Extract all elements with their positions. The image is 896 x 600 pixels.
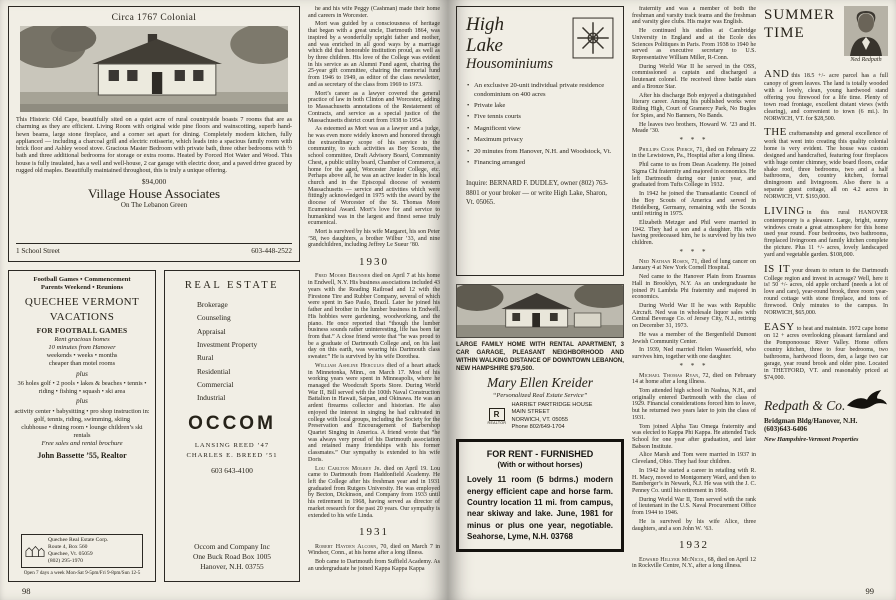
obituary-block [632,557,756,570]
heading-line: TIME [764,25,805,41]
redpath-phone: (603)643-6406 [764,425,808,434]
obituary-block [308,21,440,88]
obituary-text: Elizabeth Metzger and Phil were married in 1942. They had a son and a daughter. His wife having predeceased him, he is survived by his two children. [632,219,756,247]
colonial-house-ad [8,6,300,262]
photo-caption: Ned Redpath [850,57,882,63]
obituary-text: In 1942 he started a career in retailing with R. H. Macy, moved to Montgomery Ward, and then to Bamberger’s in Newark, N.J. He was with the J. C. Penney Co. until his retirement in 1968. [632,467,756,495]
obituary-text: In 1942 he joined the Transatlantic Council of the Boy Scouts of America and served in Heidelberg, Germany, remaining with the Scouts until retiring in 1975. [632,191,756,218]
service-item: Industrial [197,393,226,403]
obituary-block [632,452,756,465]
ad-line: plus [76,369,88,378]
obituary-text: Mort was guided by a consciousness of heritage that began with a great uncle, Dartmouth 1864, was inspired by a wonderfully upright father and mother, and was enriched in all good ways by a marriage which did that honorable institution proud, as well as by three children. His love of the College was evident in his service as an Alumni Fund agent, chairing the 25-year gift committee, chairing the memorial fund from 1946 to 1949, as editor of the class newsletter, and as secretary of the class from 1969 to 1973. [308,21,440,88]
obituary-text: 1932 [679,539,709,552]
obituary-block [308,229,440,249]
obituary-text: During World War II, Tom served with the rank of lieutenant in the U.S. Naval Procurement Office from 1944 to 1946. [632,496,756,517]
redpath-listings [764,68,888,382]
ad-line: Rent gracious homes [54,335,110,343]
obituary-text: * * * [679,361,709,370]
obituary-name: William Ashline Hercules [315,362,385,369]
obituary-text: , 72, died on February 14 at home after a long illness. [632,372,756,386]
bullet-item: • Financing arranged [466,159,614,168]
for-rent-subtitle: (With or without horses) [497,460,583,470]
redpath-column [764,6,888,594]
ad-price: $94,000 [141,177,167,186]
lower-ads-row [8,270,300,594]
obituary-block [308,126,440,227]
quechee-corp: Quechee Real Estate Corp. [48,537,109,544]
bullet-item: • An exclusive 20-unit individual private residence condominium on 400 acres [466,82,614,100]
obituary-block [308,256,440,268]
quechee-contact-box [21,534,143,568]
service-item: Residential [197,366,231,376]
service-item: Counseling [197,313,231,323]
colonial-house-photo [20,26,288,112]
for-rent-body: Lovely 11 room (5 bdrms.) modern energy efficient cape and horse farm. Country location 11 mi. from campus, near skiway and lake. June, 1981 for minus or plus one year, negotiable. Seahorse, Lyme, N.H. 03768 [467,475,613,542]
obituary-text: died on April 7 at his home in Endwell, N.Y. His business associations included 43 years with the Reading Railroad and 12 with the Firestone Tire and Rubber Company, several of which were spent in Sao Paulo, Brazil. Later he joined his father and brother in the lumber business in Endwell. His hobbies were gardening, woodworking, and the piano. He once reported that “though the lumber business sounds rather uninteresting, life has been far from that.” A close friend wrote that “he was proud to be a graduate of Dartmouth College and, on his last day on this earth, was wearing his Dartmouth class sweater.” He is survived by his wife Dorothea. [308,273,440,361]
family-home-photo [456,284,624,338]
left-ads-area [8,6,300,594]
redpath-photo-block [844,6,888,63]
for-rent-ad [456,439,624,552]
quechee-addr2: Quechee, Vt. 05059 [48,551,93,558]
obituary-block [308,544,440,557]
obituary-block [632,539,756,551]
obituary-block [308,559,440,572]
obituary-text: Bob came to Dartmouth from Suffield Academy. As an undergraduate he joined Kappa Kappa Kappa [308,559,440,572]
service-item: Rural [197,353,214,363]
ad-body-text: This Historic Old Cape, beautifully sited on a quiet acre of rural countryside boasts 7 rooms that are as charming as they are efficient. Living Room with original wide pine floors and wainscotting, superb hand-hewn beams, large stone fireplace, and a corner set apart for dining. Completely modern kitchen, fully applianced — including a charcoal grill and electric rotisserie, which leads into a spacious family room with brick floor and Ashley wood stove. Gracious Master Bedroom with private bath, three other bedrooms with ½ bath and three additional bedrooms for storage or extra rooms. Heated by Forced Hot Water and Wood. This house is fully insulated, has a well and well-house, 2 car garage with electric door, and a paved drive graced by rugged old maples. Beautifully maintained throughout, this is truly a unique offering. [16,116,292,174]
occom-phone: 603 643-4100 [211,466,253,476]
listing-paragraph [764,68,888,122]
obituary-text: He leaves two brothers, Howard W. ’23 and H. Meade ’30. [632,121,756,135]
agency-phone: 603-448-2522 [251,247,292,255]
obituary-text: died of a heart attack in Minnetonka, Minn., on March 17. Most of his working years were spent in Minneapolis, where he managed the Woodcraft Sports Store. During World War II, Bill served with the 100th Naval Construction Battalion in Hawaii, Saipan, and Okinawa. He was an ardent firearms collector and historian. He also enjoyed the interest in singing he had cultivated in college with local groups, including the Society for the Preservation and Encouragement of Barbershop Quartet Singing in America. A friend wrote that “he was always very proud of his Dartmouth association and retained many friendships with his former classmates.” Our sympathy is extended to his wife Doris. [308,362,440,463]
obituary-text: 1930 [359,256,389,269]
obituary-name: Edward Hillyer McNicol [639,556,705,563]
service-item: Brokerage [197,300,228,309]
for-rent-title: FOR RENT - FURNISHED [486,449,594,460]
obituary-text: died on April 19. Lou came to Dartmouth from Haddonfield Academy. He left the College after his freshman year and in 1931 graduated from Rutgers University. He was employed by Becton, Dickinson, and Company from 1933 until his retirement in 1968, having served as director of market research for the past 20 years. Our sympathy is extended to his wife Linda. [308,465,440,519]
snowflake-logo-icon [572,17,614,59]
listing-paragraph [764,321,888,382]
high-lake-ad [456,6,624,276]
obituary-text: Tom attended high school in Nashua, N.H., and originally entered Dartmouth with the class of 1929. Financial considerations forced him to leave, but he returned two years later to join the class of 1931. [632,387,756,421]
obituary-text: He is survived by his wife Alice, three daughters, and a son John W. ’63. [632,518,756,532]
obituary-text: 1931 [359,526,389,539]
obituary-text: * * * [679,135,709,144]
ad-line: FOR FOOTBALL GAMES [36,326,128,336]
listing-text: craftsmanship and general excellence of work that went into creating this quality colonial home is very evident. The house was custom designed and handcrafted, featuring four fireplaces with huge center chimney, wide board floors, cedar shake roof, three bedrooms, two and a half bathrooms, den, country kitchen, formal diningroom and livingroom. Also there is a separate guest cottage, all on 4.2 acres in NORWICH, VT. $193,000. [764,130,888,201]
quechee-phone: (802) 295-1970 [48,558,83,565]
real-estate-title: REAL ESTATE [184,280,280,291]
obituary-block [632,162,756,189]
obituary-block [632,147,756,160]
right-ads-column [456,6,624,594]
title-line: Housominiums [466,56,554,73]
heading-line: SUMMER [764,7,836,23]
obituary-block [632,424,756,451]
quechee-ad-lines [13,276,151,463]
quechee-vacations-ad [8,270,156,582]
kreider-footer [456,402,624,432]
obituary-block [632,274,756,301]
occom-address: One Buck Road Box 1005 [192,552,271,562]
kreider-address [512,402,593,432]
obituary-text: * * * [679,247,709,256]
listing-text: to heat and maintain. 1972 cape home on 12 + acres overlooking pleasant farmland and the Pomponoosuc River Valley. Home offers country kitchen, three to four bedrooms, two bathrooms, hardwood floors, den, a large two car garage, year round brook and older pine. Located in THETFORD, VT. and reasonably priced at $74,000. [764,325,888,382]
listing-lead: EASY [764,320,795,333]
obituary-column-left [308,6,440,594]
ad-line: plus [76,397,88,406]
ad-line: 10 minutes from Hanover [48,343,116,351]
bullet-item: • Private lake [466,102,614,111]
page-right [448,0,896,600]
listing-lead: LIVING [764,204,805,217]
obituary-text: In 1939, Ned married Helen Wasserfeld, who survives him, together with one daughter. [632,347,756,360]
ned-redpath-photo [844,6,888,56]
obituary-text: Tom joined Alpha Tau Omega fraternity and was elected to Kappa Phi Kappa. He attended Tuck School for one year after graduation, and later Babson Institute. [632,423,756,450]
obituary-text: , 68, died on April 12 in Rockville Centre, N.Y., after a long illness. [632,556,756,570]
obituary-column-right [632,6,756,594]
obituary-name: Robert Hayden Alcorn [315,543,377,550]
obituary-text: he and his wife Peggy (Cashman) made their home and careers in Worcester. [308,6,440,19]
occom-real-estate-ad [164,270,300,582]
high-lake-inquire: Inquire: BERNARD F. DUDLEY, owner (802) 763-8801 or your broker — or write High Lake, Sharon, Vt. 05065. [466,180,609,206]
listing-text: in this rural HANOVER contemporary is a pleasure. Large, bright, sunny windows create a great atmosphere for this home used year round. Four bedrooms, two bathrooms, fireplaced livingroom and family kitchen complete the picture. Plus 11 +/- acres, lovely landscaped yard and vegetable garden. $108,000. [764,209,888,259]
obituary-block [308,91,440,125]
obituary-text: , 71, died of lung cancer on January 4 at New York Cornell Hospital. [632,258,756,272]
obituary-block [632,332,756,345]
kreider-addr-line: MAIN STREET [511,409,550,416]
bullet-item: • Magnificent view [466,125,614,134]
obituary-block [632,220,756,247]
quechee-addr1: Route 4, Box 560 [48,544,88,551]
obituary-block [632,373,756,386]
agency-name: Village House Associates [87,186,221,201]
kreider-realty-ad [456,284,624,431]
kreider-name: Mary Ellen Kreider [487,374,593,390]
obituary-text: Mort is survived by his wife Margaret, his son Peter ’58, two daughters, a brother Wilbur ’33, and nine grandchildren, including Jeffrey Le Sueur ’80. [308,229,440,249]
obituary-block [632,28,756,62]
listing-paragraph [764,205,888,259]
bullet-item: • 20 minutes from Hanover, N.H. and Woodstock, Vt. [466,148,614,157]
obituary-block [632,137,756,145]
services-list [171,298,293,405]
kreider-listing-text: LARGE FAMILY HOME WITH RENTAL APARTMENT, 3 CAR GARAGE, PLEASANT NEIGHBORHOOD AND WITHIN WALKING DISTANCE OF DOWNTOWN LEBANON, NEW HAMPSHIRE $79,500. [456,341,624,372]
agent-name: CHARLES E. BREED ’51 [186,451,278,459]
obituary-text: fraternity and was a member of both the freshman and varsity track teams and the freshman and varsity glee clubs. His major was English. [632,6,756,26]
bullet-item: • Five tennis courts [466,113,614,122]
obituary-name: Phillips Cook Pierce [639,146,693,153]
obituary-block [632,519,756,532]
listing-lead: AND [764,68,790,80]
obituary-name: Lou Carlton Molrey Jr. [315,465,382,472]
page-number-left: 98 [22,586,31,596]
ad-line: Free sales and rental brochure [41,439,123,447]
obituary-block [308,6,440,19]
obituary-name: Fred Moore Brunner [315,273,371,280]
ad-line: VACATIONS [49,311,115,324]
bird-logo-icon [846,389,888,414]
occom-city: Hanover, N.H. 03755 [200,562,264,572]
ad-line: cheaper than motel rooms [48,360,116,368]
service-item: Appraisal [197,326,226,336]
agency-address: 1 School Street [16,247,60,255]
agency-subtitle: On The Lebanon Green [120,201,188,210]
obituary-text: After his discharge Bob enjoyed a distinguished literary career. Among his published works were Riding High, Court of Gramercy Park, No Bugles for Spies, and No Banners, No Bands. [632,92,756,119]
obituary-block [632,468,756,495]
obituary-block [308,363,440,464]
high-lake-header [466,15,614,73]
ad-line: John Bassette ’55, Realtor [37,450,127,460]
listing-text: your dream to return to the Dartmouth College region and invest in acreage? Well, here it is! 50 +/- acres, old apple orchard (needs a lot of love and care), year-round brook, three room year-round cottage with stone fireplace, and tons of firewood. Only minutes to the campus. In NORWICH, $65,000. [764,267,888,317]
obituary-block [308,466,440,520]
occom-company: Occom and Company Inc [194,542,270,552]
realtor-r: R [489,408,505,421]
service-item: Commercial [197,379,234,389]
occom-logo: OCCOM [188,412,276,434]
title-line: High [466,14,504,35]
listing-lead: IS IT [764,262,791,275]
quechee-hours: Open 7 days a week Mon-Sat 9-5pm/Fri 9-8pm/Sun 12-5 [23,570,141,576]
realtor-label: REALTOR [487,421,507,425]
service-item: Investment Property [197,339,258,349]
obituary-block [308,273,440,360]
kreider-addr-line: HARRIET PARTRIDGE HOUSE [511,401,593,408]
obituary-block [632,93,756,120]
obituary-block [632,191,756,218]
redpath-tagline: New Hampshire-Vermont Properties [764,436,859,444]
redpath-header [764,6,888,63]
page-left-content [8,6,440,594]
obituary-text: Ned came to the Hanover Plain from Erasmus Hall in Brooklyn, N.Y. As an undergraduate he joined Pi Lambda Phi fraternity and majored in economics. [632,274,756,301]
obituary-block [632,64,756,91]
bullet-item: • Maximum privacy [466,136,614,145]
listing-lead: THE [764,125,787,138]
realtor-logo-icon [488,408,506,425]
obituary-block [632,347,756,360]
obituary-text: , 71, died on February 22 in the Lewistown, Pa., Hospital after a long illness. [632,146,756,160]
listing-paragraph [764,263,888,317]
ad-line: Football Games • Commencement [33,276,131,283]
high-lake-title [466,15,553,73]
agent-name: LANSING REED ’47 [194,441,270,449]
obituary-name: Michael Thomas Ryan [639,372,699,379]
obituary-block [632,388,756,422]
ad-line: clubhouse • dining room • lounge children’s ski rentals [21,423,143,439]
obituary-text: During World War II he was with Republic Aircraft. Ned was in wholesale liquor sales with Central Beverage Co. of Jersey City, N.J., retiring on December 31, 1973. [632,302,756,330]
ad-line: 36 holes golf • 2 pools • lakes & beaches • tennis • riding • fishing • squash • ski area [17,379,147,395]
obituary-block [632,303,756,330]
obituary-block [632,363,756,371]
obituary-block [632,259,756,272]
ad-line: QUECHEE VERMONT [24,295,140,308]
ad-caption: Circa 1767 Colonial [111,13,197,23]
ad-line: Parents Weekend • Reunions [40,284,124,292]
occom-company-block [171,542,293,572]
redpath-firm-name: Redpath & Co. [764,398,846,414]
obituary-text: Mort’s career as a lawyer covered the general practice of law in both Clinton and Worcester, adding to Massachusetts annotations of the Restatement of Contracts, and service as a special justice of the Massachusetts district court from 1938 to 1954. [308,90,440,124]
kreider-addr-line: Phone 802/649-1704 [511,423,565,430]
redpath-logo-row [764,389,888,414]
redpath-address: Bridgman Bldg/Hanover, N.H. [764,417,858,426]
obituary-block [632,249,756,257]
kreider-addr-line: NORWICH, VT. 05055 [511,416,569,423]
title-line: Lake [466,34,503,56]
kreider-tagline: “Personalized Real Estate Service” [492,391,588,399]
obituary-block [632,6,756,26]
listing-paragraph [764,126,888,201]
obituary-block [632,122,756,135]
obituary-text: As esteemed as Mort was as a lawyer and a judge, he was even more widely known and honored through the extraordinary scope of his service to the community, to such activities as Boy Scouts, the school committee, Draft Advisory Board, Community Chest, a public utility board, Chamber of Commerce, a home for the aged, Worcester Junior College, etc. Perhaps above all, he was an active leader in his local church and in the Episcopal diocese of western Massachusetts — service and activities which were fittingly acknowledged in 1975 with the award by the diocese of Worcester of the St. Thomas More Ecumenical Award. Mort’s love for and service to humankind was in the largest and finest sense truly ecumenical. [308,126,440,227]
ad-line: activity center • babysitting • pro shop instruction in: golf, tennis, riding, swimming, skiing [14,407,150,423]
obituary-block [632,497,756,517]
ad-line: weekends • weeks • months [46,352,118,360]
obituary-text: He continued his studies at Cambridge University in England and at the Ecole des Sciences Politiques in Paris. From 1938 to 1940 he served as executive secretary to U.S. Representative William Miller, R-Conn. [632,28,756,62]
obituary-name: Ned Nathan Rosen [639,258,688,265]
house-photo-illustration [20,26,288,112]
summer-time-heading [764,6,835,63]
page-right-content [456,6,888,594]
page-number-right: 99 [865,586,874,596]
houses-icon [25,544,45,558]
obituary-text: Phil came to us from Dean Academy. He joined Sigma Chi fraternity and majored in economics. He left Dartmouth during our junior year, and graduated from Tufts College in 1932. [632,162,756,189]
obituary-text: During World War II he served in the OSS, commissioned a captain and discharged a lieutenant colonel. He received three battle stars and a Bronze Star. [632,63,756,90]
ad-footer [16,243,292,255]
obituary-text: He was a member of the Bergenfield Dumont Jewish Community Center. [632,331,756,345]
high-lake-bullets [466,82,614,171]
obituary-text: , 70, died on March 7 in Windsor, Conn., at his home after a long illness. [308,543,440,557]
obituary-block [308,526,440,538]
listing-text: this 18.5 +/- acre parcel has a full canopy of green leaves. The land is totally wooded with a lovely, clean, young hardwood stand offering you firewood for a life time. Plenty of town road frontage, excellent distant views (with clearing), and convenient to town (6 mi.). In NORWICH, VT. for $28,500. [764,73,888,122]
quechee-contact-lines [48,537,108,565]
obituary-text: Alice Marsh and Tom were married in 1937 in Cleveland, Ohio. They had four children. [632,452,756,466]
